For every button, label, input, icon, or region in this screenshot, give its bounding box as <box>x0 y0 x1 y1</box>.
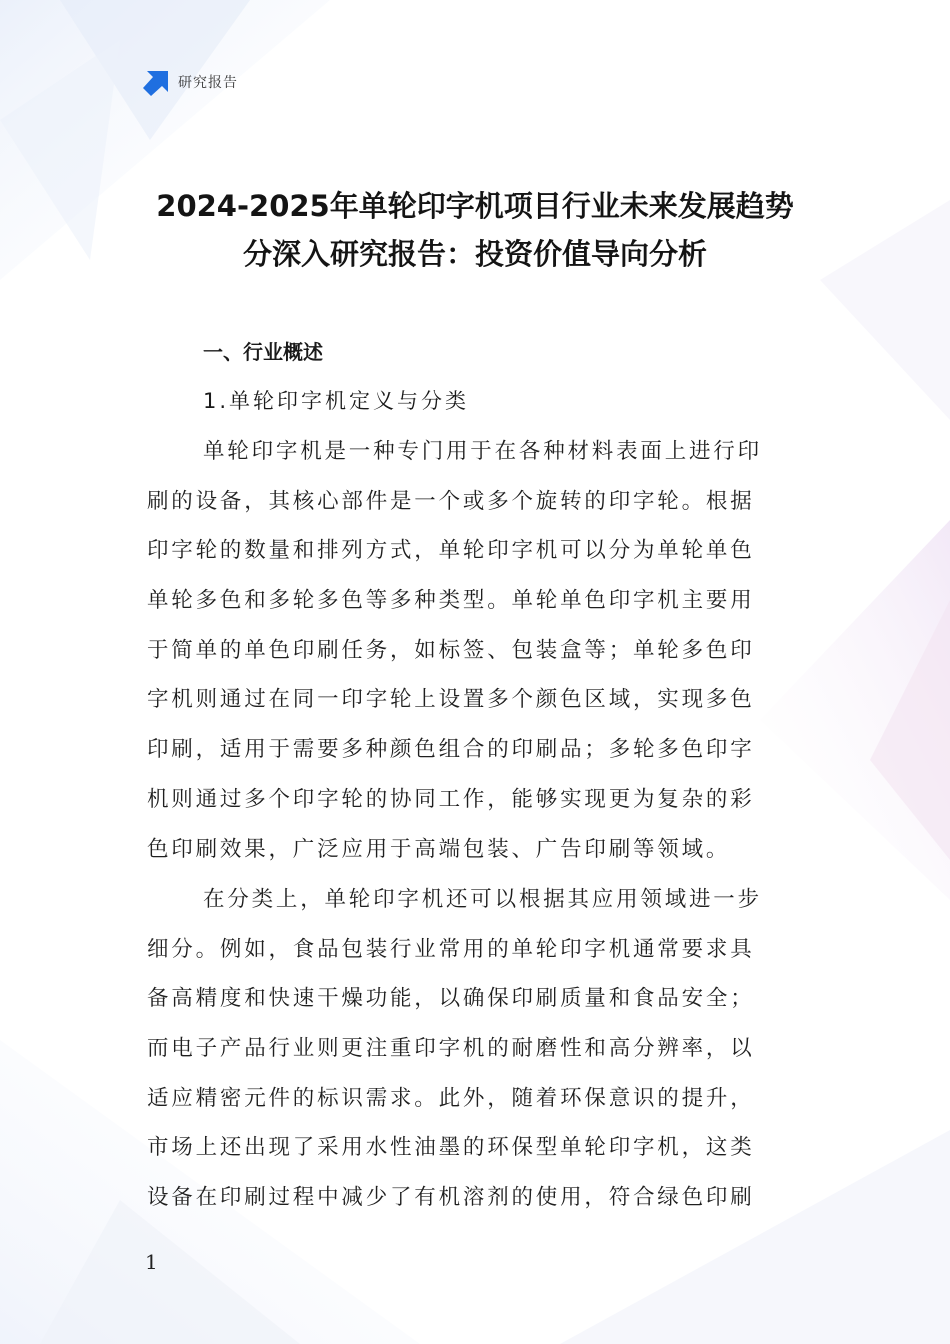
paragraph-2 <box>147 875 805 1223</box>
section-heading: 一、行业概述 <box>203 340 323 364</box>
paragraph-line: 细分。例如，食品包装行业常用的单轮印字机通常要求具 <box>147 936 755 962</box>
report-title <box>100 182 850 278</box>
paragraph-line: 单轮印字机是一种专门用于在各种材料表面上进行印 <box>203 439 762 464</box>
paragraph-line: 单轮多色和多轮多色等多种类型。单轮单色印字机主要用 <box>147 588 755 614</box>
paragraph-line: 字机则通过在同一印字轮上设置多个颜色区域，实现多色 <box>147 687 755 713</box>
sub-heading: 1.单轮印字机定义与分类 <box>203 389 470 413</box>
title-line-1: 2024-2025年单轮印字机项目行业未来发展趋势 <box>156 189 794 223</box>
paragraph-line: 机则通过多个印字轮的协同工作，能够实现更为复杂的彩 <box>147 786 755 812</box>
paragraph-line: 适应精密元件的标识需求。此外，随着环保意识的提升， <box>147 1085 755 1111</box>
paragraph-line: 备高精度和快速干燥功能，以确保印刷质量和食品安全； <box>147 986 755 1012</box>
paragraph-line: 印刷，适用于需要多种颜色组合的印刷品；多轮多色印字 <box>147 737 755 763</box>
paragraph-line: 而电子产品行业则更注重印字机的耐磨性和高分辨率，以 <box>147 1036 755 1062</box>
header-label: 研究报告 <box>178 75 238 91</box>
title-line-2: 分深入研究报告：投资价值导向分析 <box>242 237 707 271</box>
paragraph-line: 设备在印刷过程中减少了有机溶剂的使用，符合绿色印刷 <box>147 1185 755 1211</box>
paragraph-line: 市场上还出现了采用水性油墨的环保型单轮印字机，这类 <box>147 1135 755 1161</box>
paragraph-line: 色印刷效果，广泛应用于高端包装、广告印刷等领域。 <box>147 836 731 862</box>
paragraph-line: 刷的设备，其核心部件是一个或多个旋转的印字轮。根据 <box>147 488 755 514</box>
arrow-up-right-icon <box>143 69 170 96</box>
paragraph-line: 在分类上，单轮印字机还可以根据其应用领域进一步 <box>203 887 762 912</box>
paragraph-1 <box>147 427 805 874</box>
report-header <box>143 68 238 96</box>
paragraph-line: 印字轮的数量和排列方式，单轮印字机可以分为单轮单色 <box>147 538 755 564</box>
page-number: 1 <box>145 1250 158 1274</box>
paragraph-line: 于简单的单色印刷任务，如标签、包装盒等；单轮多色印 <box>147 637 755 663</box>
